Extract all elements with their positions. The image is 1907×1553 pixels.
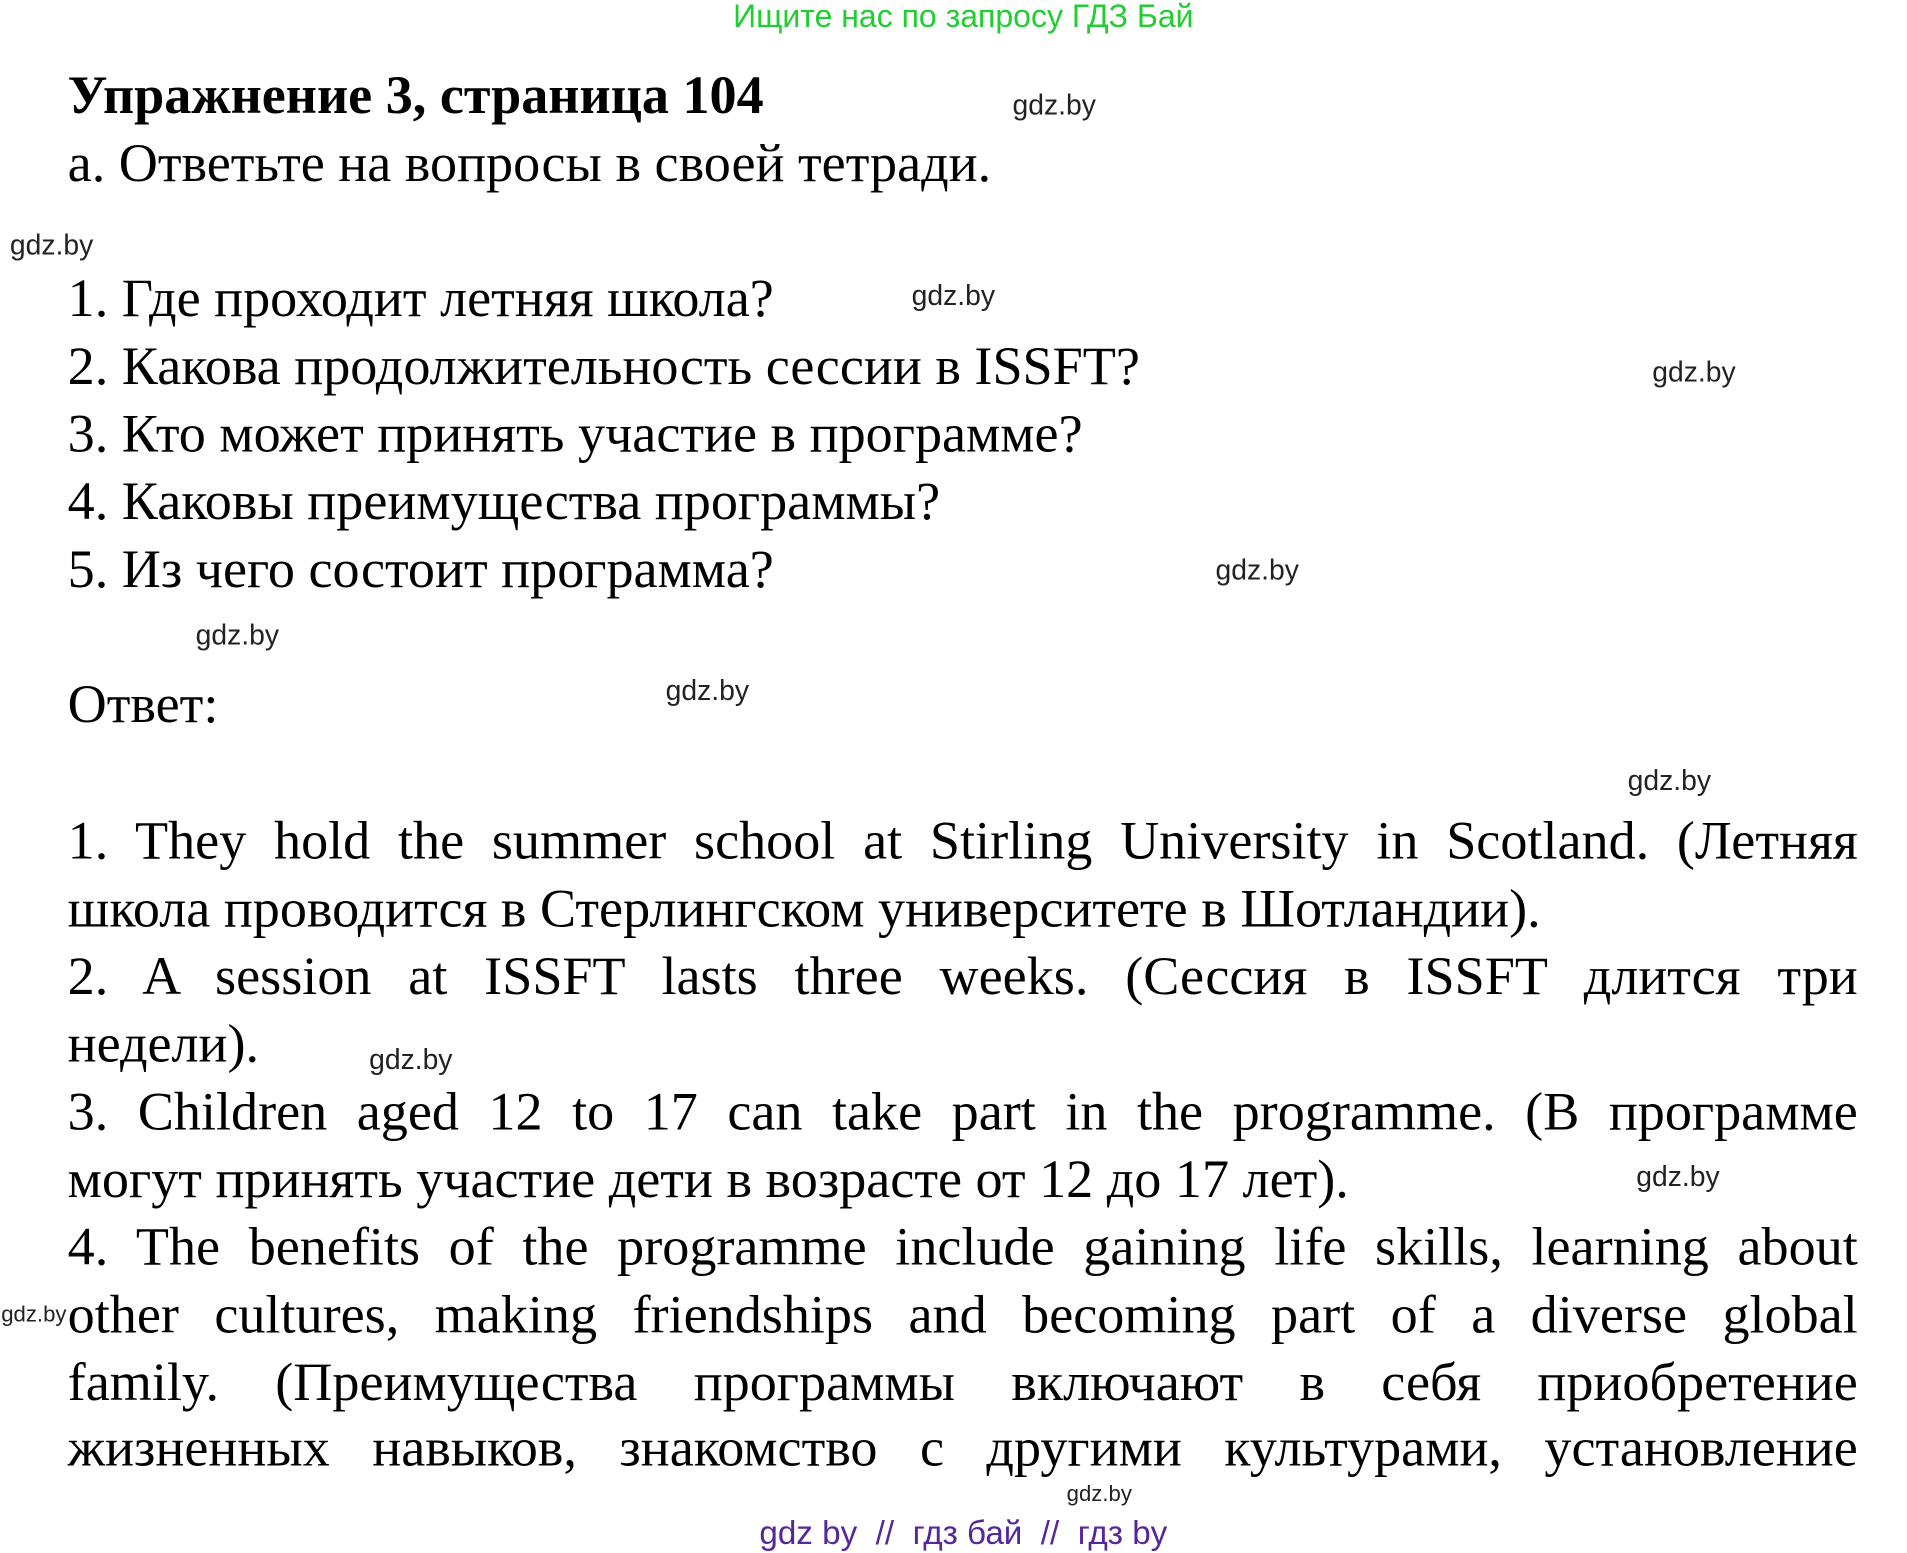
- answer-line: 3. Children aged 12 to 17 can take part in the programme. (В программе: [67, 1081, 1858, 1142]
- watermark: gdz.by: [195, 618, 279, 651]
- question: 3. Кто может принять участие в программе?: [67, 403, 1083, 464]
- answer-line: школа проводится в Стерлингском университете в Шотландии).: [67, 878, 1541, 939]
- answer-line: 4. The benefits of the programme include gaining life skills, learning about: [67, 1216, 1858, 1278]
- question: 5. Из чего состоит программа?: [67, 538, 774, 600]
- answer-label: Ответ:: [67, 674, 219, 735]
- instruction: а. Ответьте на вопросы в своей тетради.: [67, 132, 992, 194]
- footer-links: gdz by // гдз бай // гдз by: [759, 1514, 1168, 1552]
- watermark: gdz.by: [9, 228, 94, 261]
- watermark: gdz.by: [665, 674, 749, 707]
- watermark: gdz.by: [911, 279, 996, 312]
- question: 1. Где проходит летняя школа?: [67, 268, 774, 329]
- watermark: gdz.by: [1627, 764, 1712, 797]
- page-title: Упражнение 3, страница 104: [67, 65, 764, 126]
- answer-line: недели).: [67, 1013, 260, 1075]
- answer-line: могут принять участие дети в возрасте от 12 до 17 лет).: [67, 1149, 1349, 1210]
- watermark: gdz.by: [1012, 88, 1096, 121]
- answer-line: 2. A session at ISSFT lasts three weeks. (Сессия в ISSFT длится три: [67, 946, 1858, 1007]
- answer-line: family. (Преимущества программы включают в себя приобретение: [67, 1352, 1858, 1413]
- watermark: gdz.by: [1652, 355, 1736, 388]
- answer-line: other cultures, making friendships and becoming part of a diverse global: [67, 1284, 1858, 1345]
- watermark: gdz.by: [1, 1301, 67, 1327]
- search-banner: Ищите нас по запросу ГДЗ Бай: [733, 0, 1194, 35]
- question: 2. Какова продолжительность сессии в ISSFT?: [67, 335, 1140, 397]
- watermark: gdz.by: [369, 1043, 453, 1076]
- answer-line: жизненных навыков, знакомство с другими культурами, установление: [67, 1417, 1858, 1478]
- watermark: gdz.by: [1215, 553, 1299, 586]
- answer-line: 1. They hold the summer school at Stirling University in Scotland. (Летняя: [67, 810, 1858, 872]
- question: 4. Каковы преимущества программы?: [67, 471, 941, 532]
- watermark: gdz.by: [1066, 1481, 1132, 1506]
- watermark: gdz.by: [1636, 1160, 1720, 1193]
